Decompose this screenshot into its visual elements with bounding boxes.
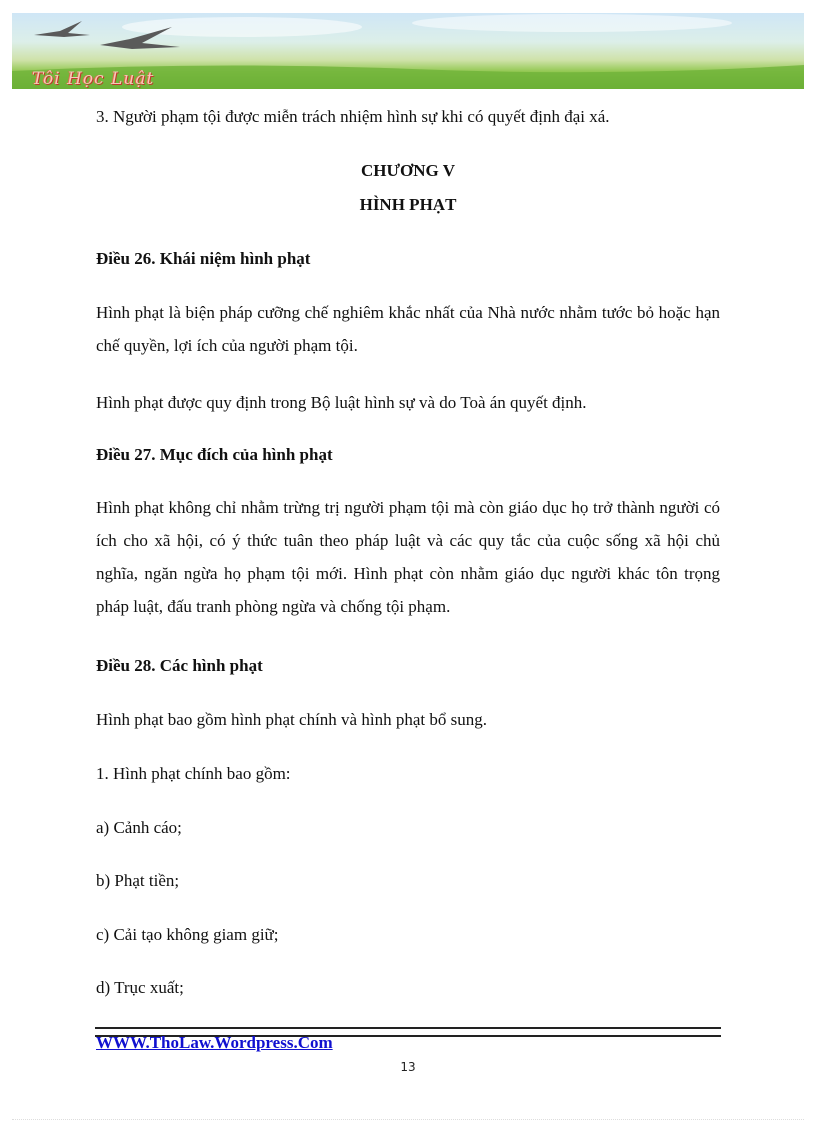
paragraph: Hình phạt được quy định trong Bộ luật hình sự và do Toà án quyết định. <box>96 393 587 412</box>
paragraph: Hình phạt bao gồm hình phạt chính và hình phạt bổ sung. <box>96 710 487 729</box>
chapter-number: CHƯƠNG V <box>361 161 455 180</box>
chapter-title: HÌNH PHẠT <box>359 195 457 214</box>
page-bottom-divider <box>12 1119 804 1120</box>
list-item: a) Cảnh cáo; <box>96 818 182 837</box>
article-27-heading: Điều 27. Mục đích của hình phạt <box>96 445 333 464</box>
article-28-heading: Điều 28. Các hình phạt <box>96 656 263 675</box>
list-item: c) Cải tạo không giam giữ; <box>96 925 279 944</box>
banner-title: Tôi Học Luật <box>32 69 155 89</box>
article-26-heading: Điều 26. Khái niệm hình phạt <box>96 249 311 268</box>
header-banner <box>12 13 804 89</box>
paragraph: 3. Người phạm tội được miễn trách nhiệm hình sự khi có quyết định đại xá. <box>96 107 610 126</box>
list-item: b) Phạt tiền; <box>96 871 180 890</box>
paragraph: Hình phạt không chỉ nhằm trừng trị người phạm tội mà còn giáo dục họ trở thành người có ích cho xã hội, có ý thức tuân theo pháp luật và các quy tắc của cuộc sống xã hội chủ nghĩa, ngăn ngừa họ phạm tội mới. Hình phạt còn nhằm giáo dục người khác tôn trọng pháp luật, đấu tranh phòng ngừa và chống tội phạm. <box>96 498 720 616</box>
page-number: 13 <box>400 1060 416 1074</box>
paragraph: 1. Hình phạt chính bao gồm: <box>96 764 291 783</box>
paragraph: Hình phạt là biện pháp cưỡng chế nghiêm khắc nhất của Nhà nước nhằm tước bỏ hoặc hạn chế quyền, lợi ích của người phạm tội. <box>96 303 720 355</box>
footer-website-link[interactable]: WWW.ThoLaw.Wordpress.Com <box>96 1033 333 1052</box>
list-item: d) Trục xuất; <box>96 978 184 997</box>
